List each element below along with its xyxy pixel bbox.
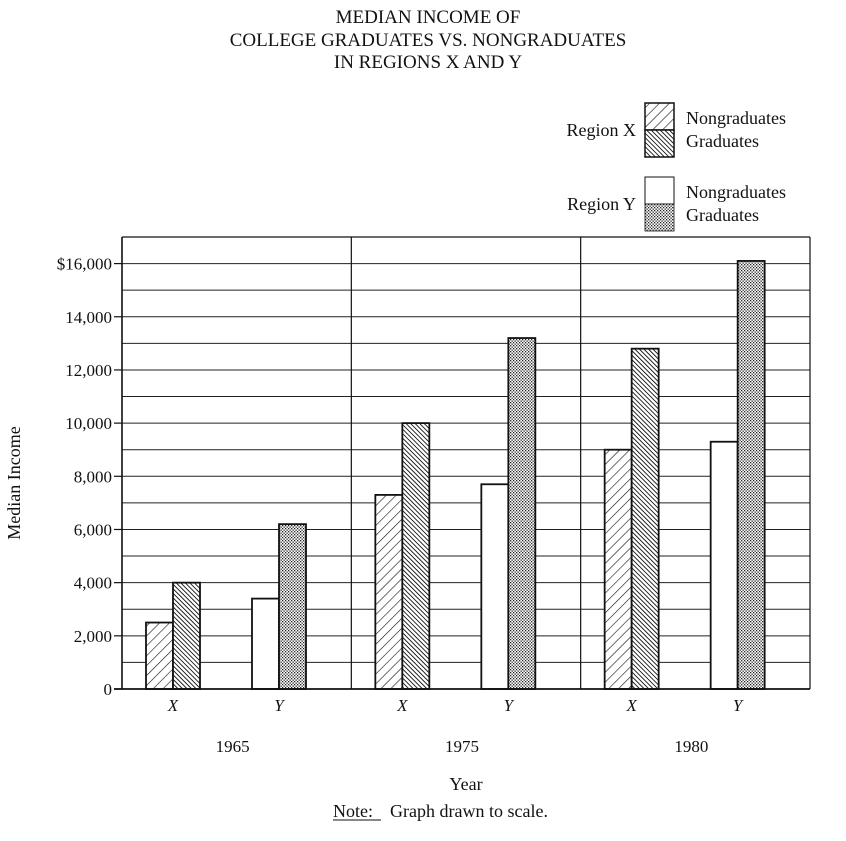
x-region-label: Y xyxy=(274,696,284,715)
bar-1980-y-nongraduates xyxy=(711,442,738,689)
y-tick-label: 8,000 xyxy=(73,467,112,487)
y-tick-label: $16,000 xyxy=(56,254,112,274)
legend-swatch-y-graduates xyxy=(645,204,674,231)
x-region-label: Y xyxy=(503,696,514,715)
x-year-label: 1965 xyxy=(215,737,250,756)
note-text: Graph drawn to scale. xyxy=(390,801,548,821)
y-tick-label: 2,000 xyxy=(73,626,112,646)
chart-title-line-1: MEDIAN INCOME OF xyxy=(335,7,521,28)
bar-1975-y-nongraduates xyxy=(481,484,508,689)
legend-x-nongraduates-label: Nongraduates xyxy=(686,108,786,128)
y-tick-label: 10,000 xyxy=(65,414,112,434)
x-axis-label: Year xyxy=(449,774,483,794)
bar-1965-x-graduates xyxy=(173,583,200,689)
legend-y-graduates-label: Graduates xyxy=(686,205,759,225)
x-year-label: 1975 xyxy=(445,737,479,756)
bar-1975-x-graduates xyxy=(402,423,429,689)
y-tick-label: 6,000 xyxy=(73,520,112,540)
chart-title-line-3: IN REGIONS X AND Y xyxy=(333,52,523,73)
y-tick-label: 14,000 xyxy=(65,307,112,327)
chart-title-line-2: COLLEGE GRADUATES VS. NONGRADUATES xyxy=(229,30,627,51)
plot-frame xyxy=(114,237,810,689)
bar-1980-y-graduates xyxy=(738,261,765,689)
bar-1975-y-graduates xyxy=(508,338,535,689)
y-axis-label: Median Income xyxy=(4,426,24,540)
y-tick-label: 12,000 xyxy=(65,360,112,380)
y-tick-label: 0 xyxy=(103,680,112,699)
bar-1980-x-nongraduates xyxy=(605,450,632,689)
x-region-label: X xyxy=(626,696,637,715)
legend-swatch-x-graduates xyxy=(645,130,674,157)
legend-y-nongraduates-label: Nongraduates xyxy=(686,182,786,202)
legend xyxy=(567,103,786,231)
x-region-label: Y xyxy=(732,696,743,715)
bar-1965-y-graduates xyxy=(279,524,306,689)
x-region-label: X xyxy=(167,696,179,715)
legend-swatch-y-nongraduates xyxy=(645,177,674,204)
bar-1975-x-nongraduates xyxy=(375,495,402,689)
x-region-label: X xyxy=(397,696,408,715)
note-prefix: Note: xyxy=(333,801,373,821)
note xyxy=(333,801,548,821)
bar-1965-y-nongraduates xyxy=(252,599,279,689)
bars xyxy=(146,261,765,689)
legend-x-graduates-label: Graduates xyxy=(686,131,759,151)
x-year-label: 1980 xyxy=(674,737,709,756)
bar-1980-x-graduates xyxy=(632,349,659,689)
x-tick-labels xyxy=(167,696,744,756)
y-tick-labels xyxy=(57,255,122,699)
grid-lines xyxy=(122,237,810,662)
y-tick-label: 4,000 xyxy=(73,573,112,593)
legend-swatch-x-nongraduates xyxy=(645,103,674,130)
bar-1965-x-nongraduates xyxy=(146,623,173,689)
legend-region-y-label: Region Y xyxy=(567,194,636,214)
legend-region-x-label: Region X xyxy=(566,120,636,140)
